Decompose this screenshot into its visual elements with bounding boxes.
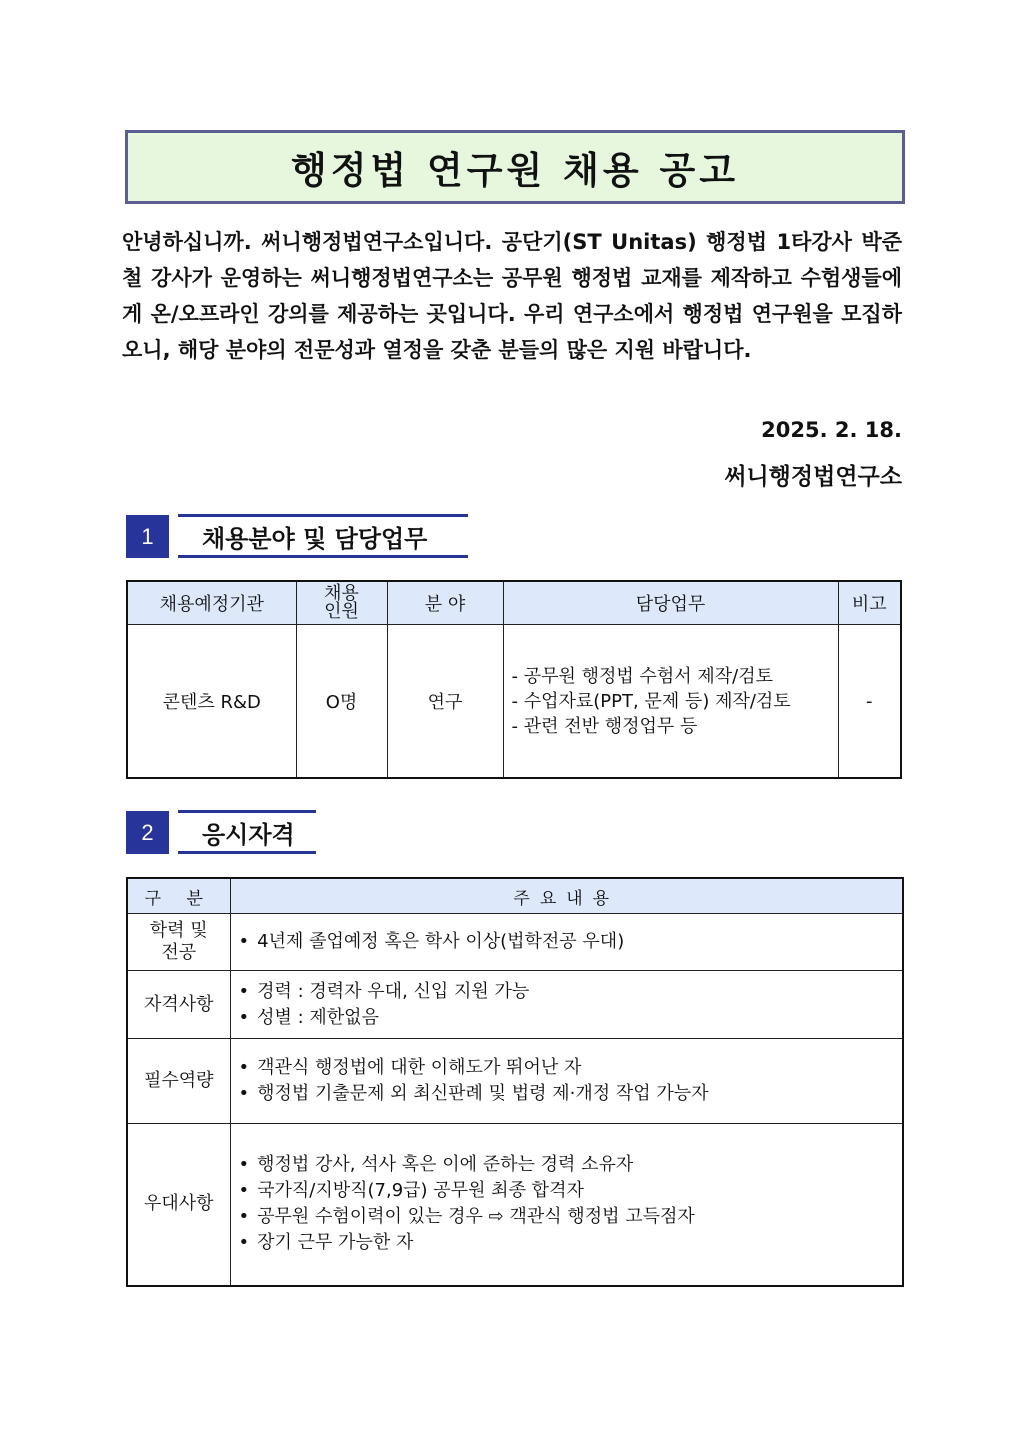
header-count [296,581,387,625]
table-row [127,971,903,1039]
row-content [230,1039,903,1124]
cell-note: - [838,625,901,779]
bullet-item: • 국가직/지방직(7,9급) 공무원 최종 합격자 [239,1178,903,1204]
announcement-date: 2025. 2. 18. [761,418,902,442]
bullet-item: • 4년제 졸업예정 혹은 학사 이상(법학전공 우대) [239,929,903,955]
table-row [127,1124,903,1286]
bullet-item: • 경력 : 경력자 우대, 신입 지원 가능 [239,979,903,1005]
duty-item: - 공무원 행정법 수험서 제작/검토 [511,665,773,687]
bullet-item: • 성별 : 제한없음 [239,1005,903,1031]
qualification-header-row [127,878,903,914]
qualification-table [126,877,904,1287]
row-category: 자격사항 [127,971,230,1039]
section-1-number: 1 [126,515,169,558]
header-count-line1: 채용 [324,583,359,604]
intro-paragraph: 안녕하십니까. 써니행정법연구소입니다. 공단기(ST Unitas) 행정법 1타강사 박준철 강사가 운영하는 써니행정법연구소는 공무원 행정법 교재를 제작하고 수험생들에게 온/오프라인 강의를 제공하는 곳입니다. 우리 연구소에서 행정법 연구원을 모집하오니, 해당 분야의 전문성과 열정을 갖춘 분들의 많은 지원 바랍니다. [122,230,902,362]
title-box [125,130,905,204]
table-row [127,625,901,779]
cell-field: 연구 [387,625,503,779]
organization-name: 써니행정법연구소 [724,464,902,490]
section-2-title: 응시자격 [178,810,316,854]
recruitment-header-row [127,581,901,625]
table-row [127,1039,903,1124]
recruitment-table [126,580,902,779]
bullet-item: • 행정법 강사, 석사 혹은 이에 준하는 경력 소유자 [239,1152,903,1178]
bullet-item: • 장기 근무 가능한 자 [239,1230,903,1256]
table-row [127,914,903,971]
cell-duties [503,625,838,779]
row-content [230,914,903,971]
row-content [230,1124,903,1286]
header-field: 분 야 [387,581,503,625]
header-count-line2: 인원 [324,601,359,622]
cell-agency: 콘텐츠 R&D [127,625,296,779]
duty-item: - 관련 전반 행정업무 등 [511,715,698,737]
header-duties: 담당업무 [503,581,838,625]
duty-item: - 수업자료(PPT, 문제 등) 제작/검토 [511,690,791,712]
row-category: 필수역량 [127,1039,230,1124]
section-2-number: 2 [126,811,169,854]
header-agency: 채용예정기관 [127,581,296,625]
category-line: 전공 [161,942,197,963]
category-line: 학력 및 [149,920,208,941]
bullet-item: • 객관식 행정법에 대한 이해도가 뛰어난 자 [239,1055,903,1081]
header-category: 구 분 [127,878,230,914]
page-title: 행정법 연구원 채용 공고 [290,149,740,192]
row-content [230,971,903,1039]
row-category: 우대사항 [127,1124,230,1286]
header-note: 비고 [838,581,901,625]
section-1-title: 채용분야 및 담당업무 [178,514,468,558]
bullet-item: • 공무원 수험이력이 있는 경우 ⇨ 객관식 행정법 고득점자 [239,1204,903,1230]
cell-count: O명 [296,625,387,779]
header-content: 주요내용 [230,878,903,914]
bullet-item: • 행정법 기출문제 외 최신판례 및 법령 제·개정 작업 가능자 [239,1081,903,1107]
row-category [127,914,230,971]
